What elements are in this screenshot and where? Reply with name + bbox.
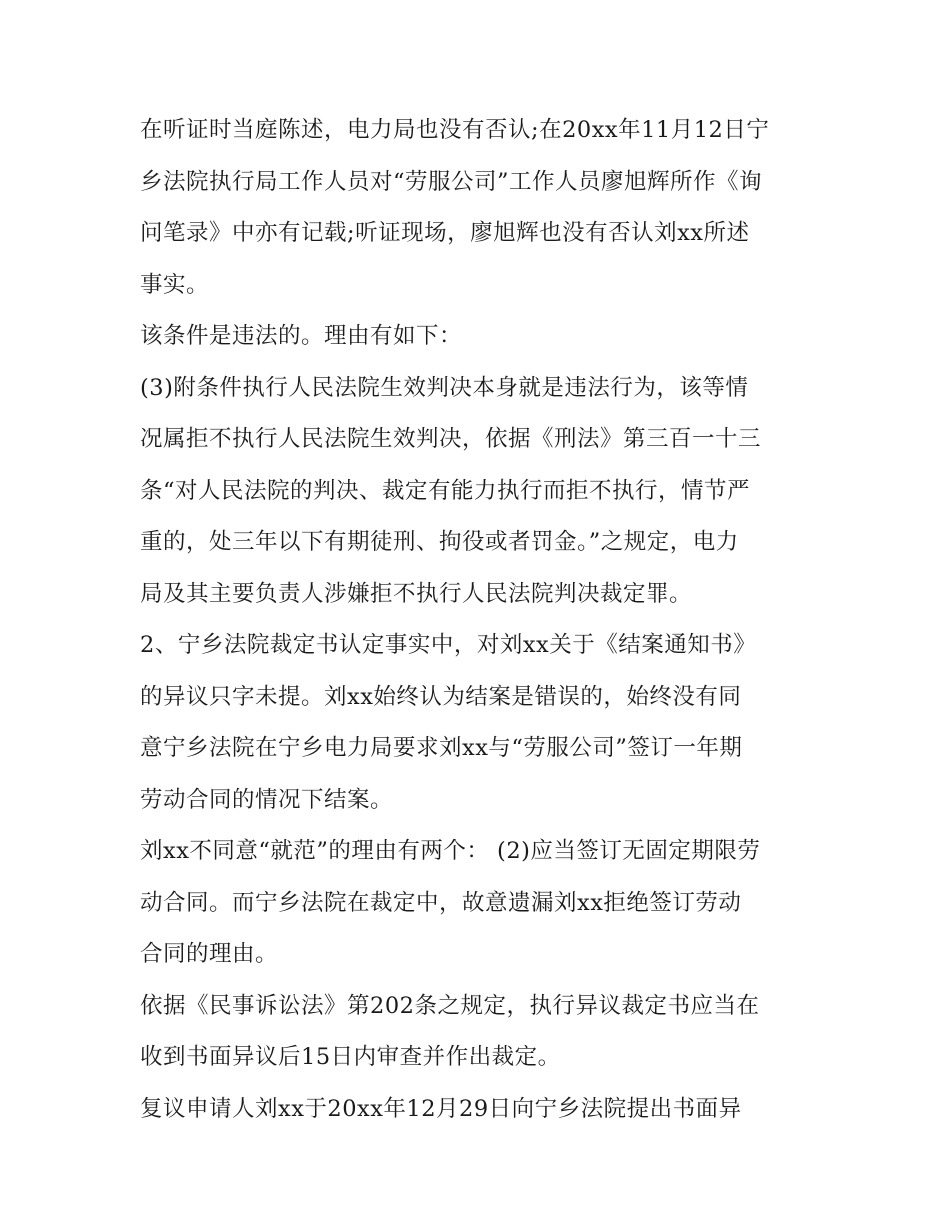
paragraph-reason-3 bbox=[140, 363, 820, 621]
document-body bbox=[140, 105, 820, 1135]
paragraph-civil-procedure-law bbox=[140, 981, 820, 1084]
text-line: 合同的理由。 bbox=[140, 941, 279, 967]
text-line: 事实。 bbox=[140, 271, 210, 298]
text-line: 依据《民事诉讼法》第202条之规定，执行异议裁定书应当在 bbox=[140, 992, 760, 1019]
text-line: 2、宁乡法院裁定书认定事实中，对刘xx关于《结案通知书》 bbox=[140, 632, 757, 658]
paragraph-refusal-reasons bbox=[140, 826, 820, 981]
text-line: 重的，处三年以下有期徒刑、拘役或者罚金。”之规定，电力 bbox=[140, 529, 739, 555]
text-line: 况属拒不执行人民法院生效判决，依据《刑法》第三百一十三 bbox=[140, 426, 762, 452]
text-line: 问笔录》中亦有记载;听证现场，廖旭辉也没有否认刘xx所述 bbox=[140, 220, 750, 246]
text-line: (3)附条件执行人民法院生效判决本身就是违法行为，该等情 bbox=[140, 374, 749, 401]
paragraph-applicant-objection bbox=[140, 1084, 820, 1136]
text-line: 收到书面异议后15日内审查并作出裁定。 bbox=[140, 1044, 561, 1070]
text-line: 该条件是违法的。理由有如下： bbox=[140, 323, 463, 349]
text-line: 动合同。而宁乡法院在裁定中，故意遗漏刘xx拒绝签订劳动 bbox=[140, 889, 742, 916]
text-line: 条“对人民法院的判决、裁定有能力执行而拒不执行，情节严 bbox=[140, 477, 751, 504]
text-line: 在听证时当庭陈述，电力局也没有否认;在20xx年11月12日宁 bbox=[140, 117, 770, 143]
text-line: 乡法院执行局工作人员对“劳服公司”工作人员廖旭辉所作《询 bbox=[140, 168, 763, 195]
paragraph-condition-illegal bbox=[140, 311, 820, 363]
paragraph-point-2 bbox=[140, 620, 820, 826]
text-line: 的异议只字未提。刘xx始终认为结案是错误的，始终没有同 bbox=[140, 683, 742, 710]
text-line: 局及其主要负责人涉嫌拒不执行人民法院判决裁定罪。 bbox=[140, 580, 693, 607]
text-line: 意宁乡法院在宁乡电力局要求刘xx与“劳服公司”签订一年期 bbox=[140, 735, 743, 761]
paragraph-hearing-statement bbox=[140, 105, 820, 311]
text-line: 刘xx不同意“就范”的理由有两个： (2)应当签订无固定期限劳 bbox=[140, 838, 761, 864]
text-line: 劳动合同的情况下结案。 bbox=[140, 786, 394, 813]
text-line: 复议申请人刘xx于20xx年12月29日向宁乡法院提出书面异 bbox=[140, 1095, 742, 1122]
